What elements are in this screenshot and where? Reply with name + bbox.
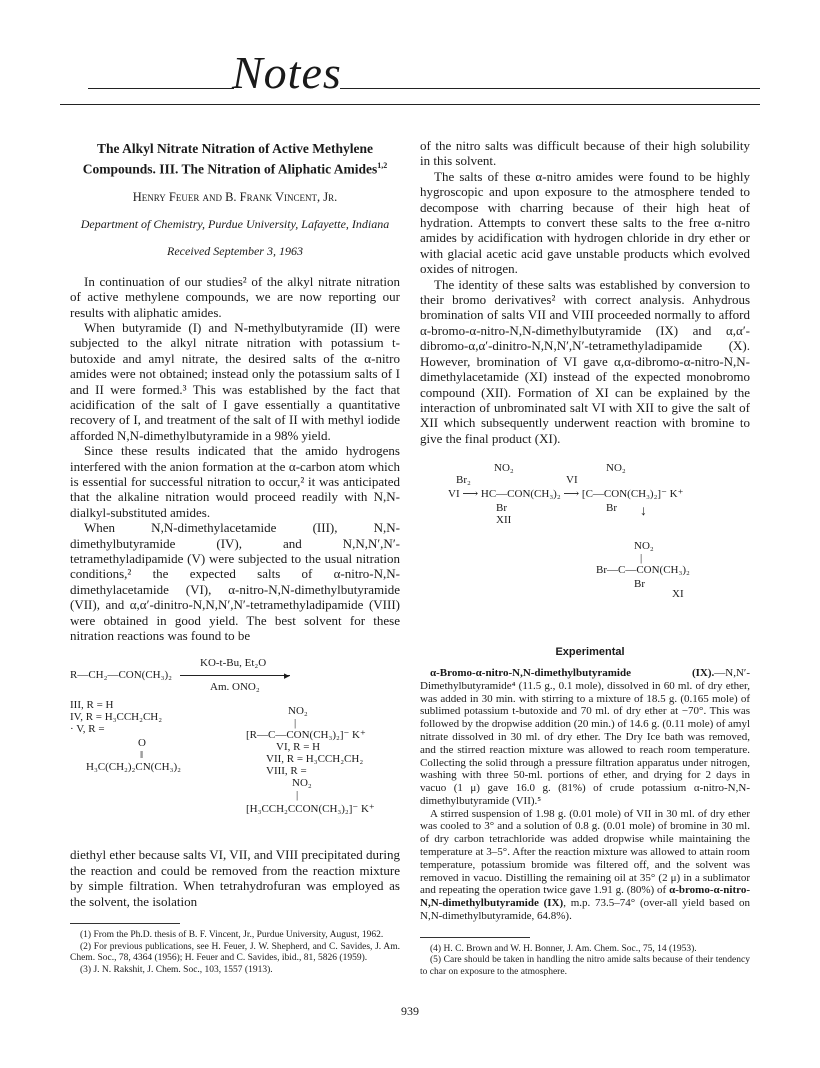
substituent-v: · V, R = bbox=[70, 723, 105, 736]
header-rule-right bbox=[340, 88, 760, 89]
reagent-top: KO-t-Bu, Et₂O bbox=[200, 657, 267, 670]
article-affiliation: Department of Chemistry, Purdue University, Lafayette, Indiana bbox=[80, 216, 390, 231]
nitro-group: NO₂ bbox=[288, 705, 308, 718]
header-rule-left bbox=[88, 88, 234, 89]
paragraph: The salts of these α-nitro amides were found to be highly hygroscopic and upon exposure to the atmosphere tended to decompose with charring because of their high heat of hydration. Attempts to convert these salts to the free α-nitro amides by acidification with hydrogen chloride in dry ether or with glacial acetic acid gave unstable products which evolved oxides of nitrogen. bbox=[420, 168, 750, 277]
paragraph: Since these results indicated that the amido hydrogens interfered with the anion formation at the α-carbon atom which is essential for successful nitration to occur,² it was anticipated that the alkaline nitration would proceed readily with N,N-dialkyl-substituted amides. bbox=[70, 443, 400, 520]
paragraph: The identity of these salts was established by conversion to their bromo derivatives² with correct analysis. Anhydrous bromination of salts VII and VIII proceeded normally to afford α-bromo-α-nitro-N,N-dimethylbutyramide (IX) and α,α′-dibromo-α,α′-dinitro-N,N,N′,N′-tetramethyladipamide (X). However, bromination of VI gave α,α-dibromo-α-nitro-N,N-dimethylacetamide (XI) instead of the expected monobromo compound (XII). Formation of XI can be explained by the interaction of unbrominated salt VI with XII to give the salt of XII which subsequently underwent reaction with bromine to give the final product (XI). bbox=[420, 276, 750, 446]
experimental-paragraph: α-Bromo-α-nitro-N,N-dimethylbutyramide (IX).—N,N′-Dimethylbutyramide⁴ (11.5 g., 0.1 mole), dissolved in 60 ml. of dry ether, was added in 30 min. with stirring to a mixture of 18.5 g. (0.165 mole) of sublimed potassium t-butoxide and 70 ml. of dry ether at −70°. This was followed by the dropwise addition (20 min.) of 14.6 g. (0.11 mole) of amyl nitrate dissolved in 30 ml. of dry ether. The Dry Ice bath was removed, and the stirred reaction mixture was allowed to reach room temperature. Collecting the solid through a pressure filtration apparatus under nitrogen, washing with three 50-ml. portions of ether, and drying for 2 days in vacuo (1 μ) gave 16.0 g. (81%) of crude potassium α-nitro-N,N-dimethylbutyramide (VII).⁵ bbox=[420, 666, 750, 807]
paragraph: When N,N-dimethylacetamide (III), N,N-dimethylbutyramide (IV), and N,N,N′,N′-tetramethyladipamide (V) were subjected to the usual nitration conditions,² the expected salts of α-nitro-N,N-dimethylacetamide (VI), α-nitro-N,N-dimethylbutyramide (VII), and α,α′-dinitro-N,N,N′,N′-tetramethyladipamide (VIII) were obtained in good yield. The best solvent for these nitration reactions was found to be bbox=[70, 520, 400, 644]
bromination-line: VI ⟶ HC—CON(CH₃)₂ ⟶ [C—CON(CH₃)₂]⁻ K⁺ bbox=[448, 488, 684, 501]
footnote: (2) For previous publications, see H. Feuer, J. W. Shepherd, and C. Savides, J. Am. Chem. Soc., 78, 4364 (1956); H. Feuer and C. Savides, ibid., 81, 5826 (1959). bbox=[70, 941, 400, 964]
page-number: 939 bbox=[401, 1004, 419, 1018]
reagent-br2: Br₂ bbox=[456, 474, 471, 487]
compound-xi: XI bbox=[672, 588, 684, 601]
section-title: Notes bbox=[232, 47, 342, 98]
experimental-paragraph: A stirred suspension of 1.98 g. (0.01 mole) of VII in 30 ml. of dry ether was cooled to 3° and a solution of 0.8 g. (0.01 mole) of bromine in 30 ml. of dry carbon tetrachloride was added dropwise while maintaining the temperature at 3–5°. After the reaction mixture was allowed to attain room temperature, potassium bromide was filtered off, and the solvent was removed in vacuo. Distilling the remaining oil at 35° (2 μ) in a sublimator and repeating the operation twice gave 1.91 g. (80%) of α-bromo-α-nitro-N,N-dimethylbutyramide (IX), m.p. 73.5–74° (over-all yield based on N,N-dimethylbutyramide, 64.8%). bbox=[420, 807, 750, 923]
paragraph: When butyramide (I) and N-methylbutyramide (II) were subjected to the alkyl nitrate nitration with potassium t-butoxide and amyl nitrate, the desired salts of the α-nitro amides were not obtained; instead only the potassium salts of I and II were formed.³ This was established by the fact that acidification of the salt of I gave essentially a quantitative recovery of I, and treatment of the salt of II with methyl iodide afforded N,N-dimethylbutyramide in a 98% yield. bbox=[70, 319, 400, 443]
reactant-formula: R—CH₂—CON(CH₃)₂ bbox=[70, 669, 172, 682]
paragraph: of the nitro salts was difficult because of their high solubility in this solvent. bbox=[420, 138, 750, 169]
nitro-label-a: NO₂ bbox=[494, 462, 514, 475]
nitro-label-c: NO₂ bbox=[634, 540, 654, 553]
experimental-heading: Experimental bbox=[555, 646, 625, 659]
carbonyl-o: O bbox=[138, 737, 146, 750]
bromo-label-a: Br bbox=[496, 502, 507, 515]
paragraph: diethyl ether because salts VI, VII, and VIII precipitated during the reaction and could be removed from the reaction mixture by simple filtration. When tetrahydrofuran was employed as the solvent, the isolation bbox=[70, 847, 400, 909]
substituent-iv: IV, R = H₃CCH₂CH₂ bbox=[70, 711, 163, 724]
bond-mark: | bbox=[296, 789, 299, 802]
product-viii: VIII, R = bbox=[266, 765, 307, 778]
reagent-bottom: Am. ONO₂ bbox=[210, 681, 260, 694]
substituent-iii: III, R = H bbox=[70, 699, 114, 712]
section-header bbox=[60, 47, 760, 102]
reaction-arrow bbox=[180, 675, 290, 676]
left-column bbox=[70, 138, 400, 976]
reaction-scheme-bromination bbox=[420, 462, 750, 632]
footnote: (5) Care should be taken in handling the nitro amide salts because of their tendency to char on exposure to the atmosphere. bbox=[420, 955, 750, 977]
bond-mark: | bbox=[294, 717, 297, 730]
arrow-head: ▸ bbox=[284, 670, 290, 683]
bromo-label-c: Br bbox=[634, 578, 645, 591]
received-date: Received September 3, 1963 bbox=[167, 244, 303, 259]
xi-formula: Br—C—CON(CH₃)₂ bbox=[596, 564, 690, 577]
compound-xii: XII bbox=[496, 514, 512, 527]
double-bond: ‖ bbox=[140, 749, 144, 762]
salt-formula: [R—C—CON(CH₃)₂]⁻ K⁺ bbox=[246, 729, 366, 742]
nitro-label-b: NO₂ bbox=[606, 462, 626, 475]
footnote-rule bbox=[70, 923, 180, 924]
footnote: (1) From the Ph.D. thesis of B. F. Vincent, Jr., Purdue University, August, 1962. bbox=[80, 930, 384, 941]
footnote: (4) H. C. Brown and W. H. Bonner, J. Am. Chem. Soc., 75, 14 (1953). bbox=[430, 943, 697, 954]
salt-formula-b: [H₃CCH₂CCON(CH₃)₂]⁻ K⁺ bbox=[246, 803, 375, 816]
header-divider bbox=[60, 104, 760, 105]
footnote-rule bbox=[420, 937, 530, 938]
nitro-group-b: NO₂ bbox=[292, 777, 312, 790]
article-title: The Alkyl Nitrate Nitration of Active Methylene Compounds. III. The Nitration of Aliphatic Amides$^{1,2}$ bbox=[82, 141, 388, 177]
product-vi: VI, R = H bbox=[276, 741, 321, 754]
paragraph: In continuation of our studies² of the alkyl nitrate nitration of active methylene compounds, we are now reporting our results with aliphatic amides. bbox=[70, 273, 400, 320]
experimental-section bbox=[420, 646, 750, 923]
reaction-scheme-nitration bbox=[70, 657, 400, 835]
right-column bbox=[420, 138, 750, 978]
article-authors: Henry Feuer and B. Frank Vincent, Jr. bbox=[132, 189, 338, 204]
bromo-label-b: Br bbox=[606, 502, 617, 515]
v-formula: H₃C(CH₂)₂CN(CH₃)₂ bbox=[86, 761, 181, 774]
down-arrow: ↓ bbox=[640, 504, 647, 520]
product-vii: VII, R = H₃CCH₂CH₂ bbox=[266, 753, 364, 766]
footnote: (3) J. N. Rakshit, J. Chem. Soc., 103, 1557 (1913). bbox=[80, 964, 273, 975]
bond-mark: | bbox=[640, 552, 643, 565]
reagent-vi: VI bbox=[566, 474, 578, 487]
